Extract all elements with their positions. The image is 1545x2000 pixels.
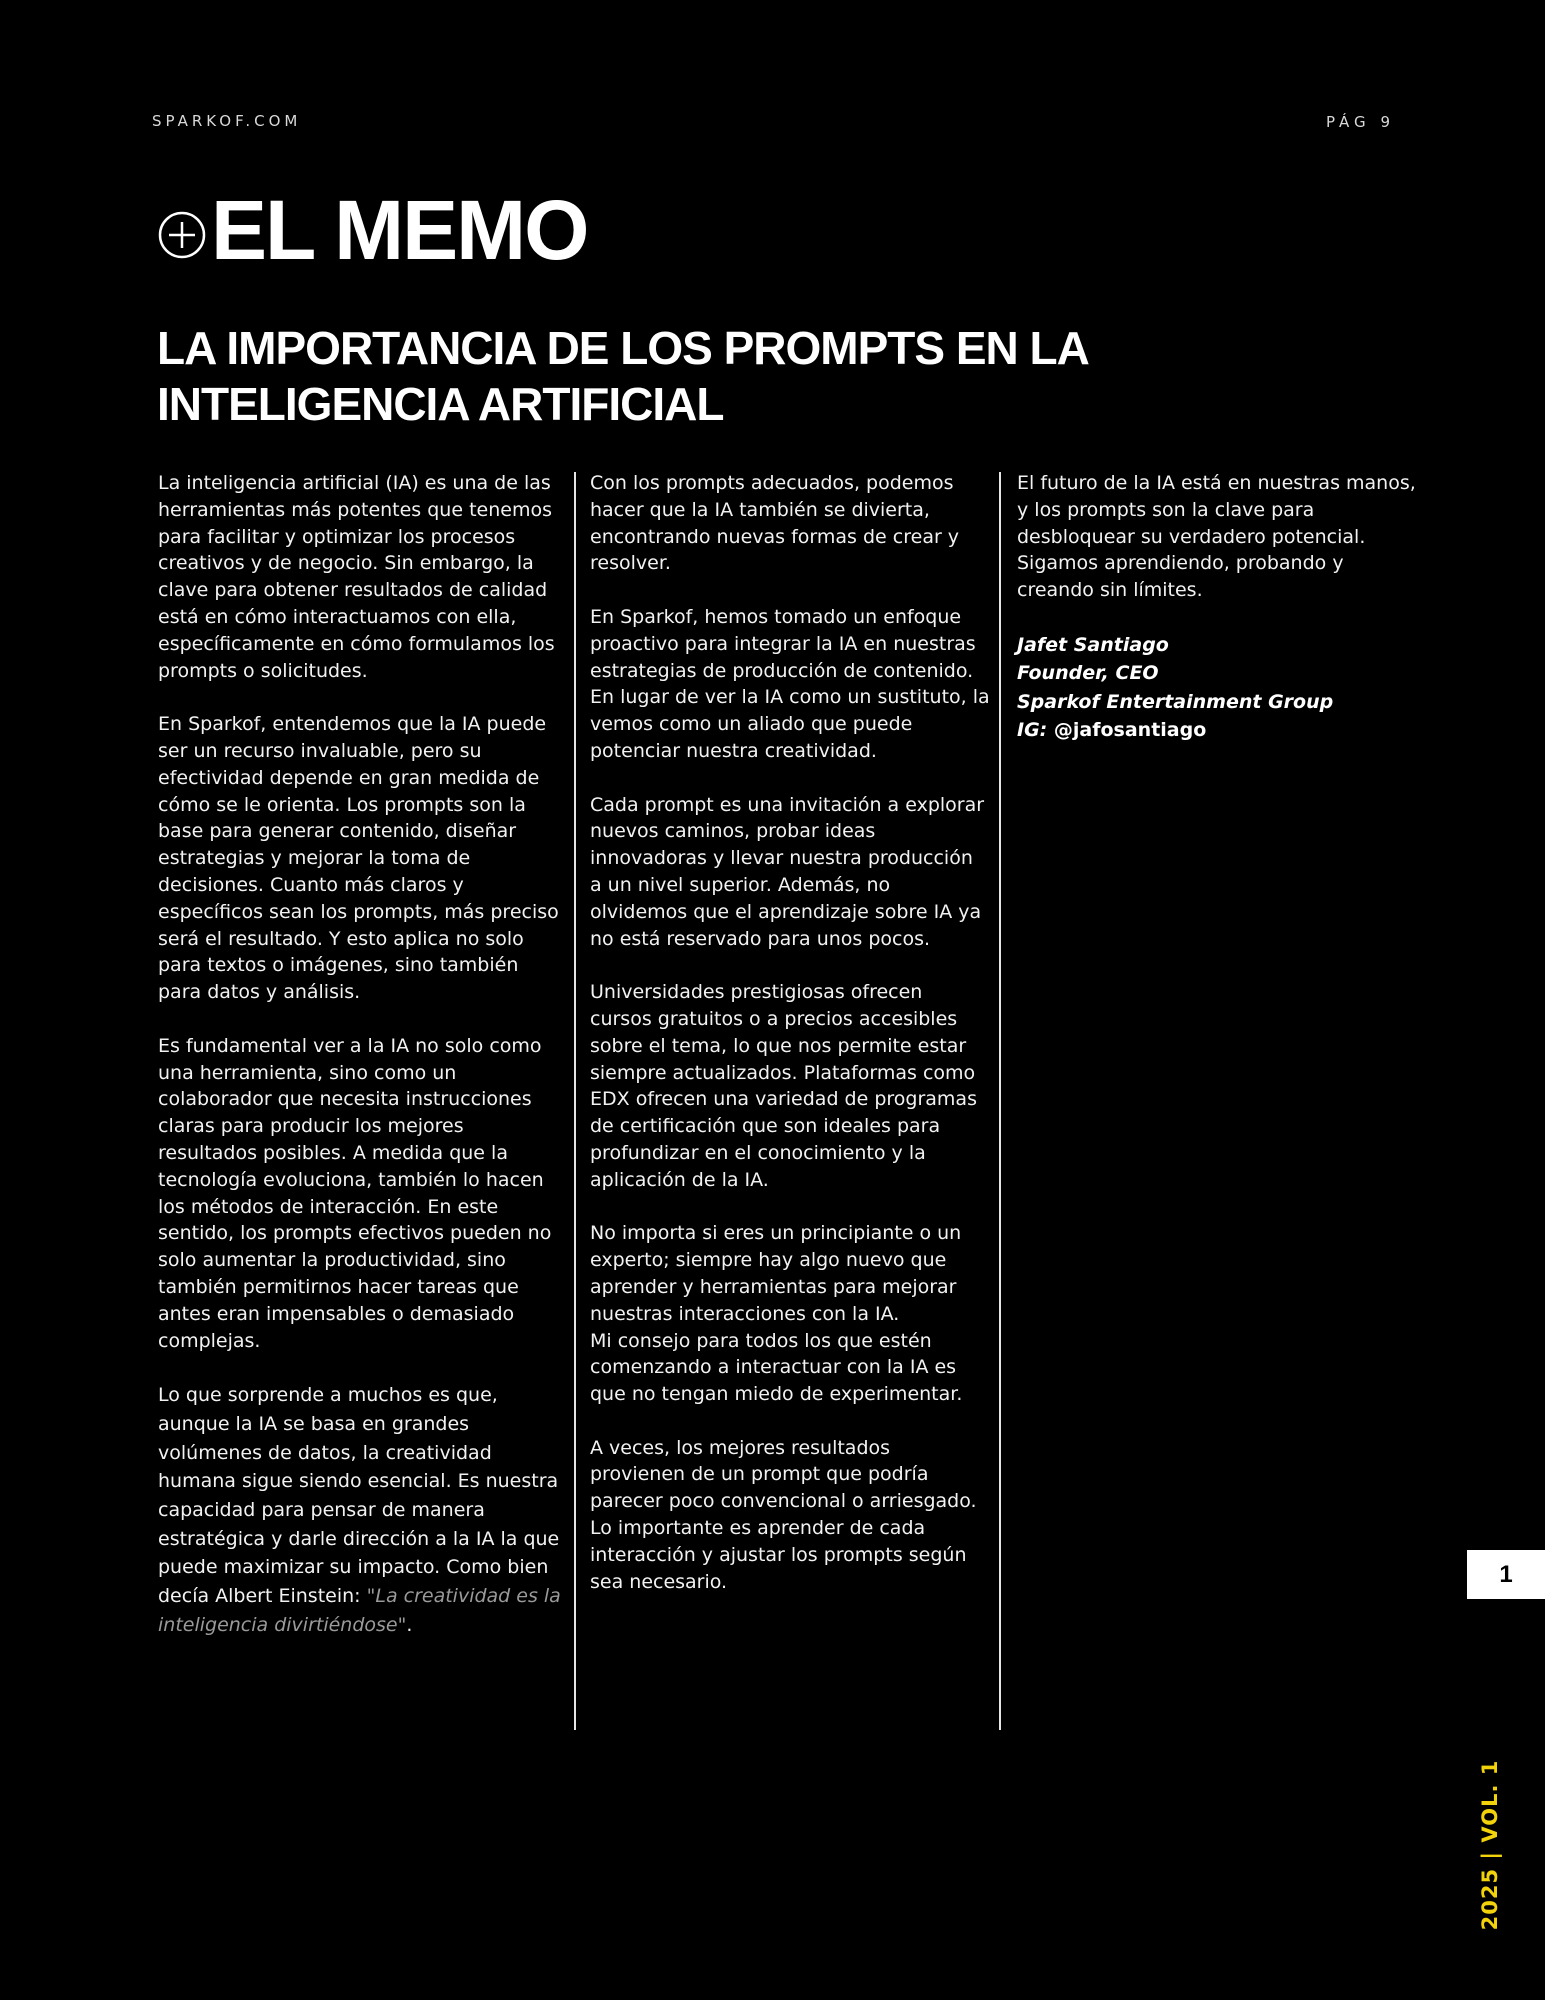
paragraph-text: Lo que sorprende a muchos es que, aunque la IA se basa en grandes volúmenes de datos, la creatividad humana sigue siendo esencial. Es nuestra capacidad para pensar de manera estratégica y darle dirección a la IA la que puede maximizar su impacto. Como bien decía Albert Einstein: bbox=[158, 1384, 560, 1608]
section-title: EL MEMO bbox=[211, 183, 588, 277]
author-role: Founder, CEO bbox=[1017, 662, 1159, 685]
author-name: Jafet Santiago bbox=[1017, 633, 1169, 656]
page-number: PÁG 9 bbox=[1325, 113, 1395, 131]
paragraph-end: . bbox=[406, 1613, 413, 1636]
section-header bbox=[157, 183, 588, 277]
paragraph: El futuro de la IA está en nuestras manos, y los prompts son la clave para desbloquear su verdadero potencial. Sigamos aprendiendo, probando y creando sin límites. bbox=[1017, 472, 1416, 602]
article-column-2 bbox=[590, 470, 990, 1622]
article-column-1 bbox=[158, 470, 563, 1666]
paragraph: Universidades prestigiosas ofrecen cursos gratuitos o a precios accesibles sobre el tema, lo que nos permite estar siempre actualizados. Plataformas como EDX ofrecen una variedad de programas de certificación que son ideales para profundizar en el conocimiento y la aplicación de la IA. bbox=[590, 981, 977, 1191]
instagram-handle: @jafosantiago bbox=[1053, 719, 1207, 742]
paragraph: La inteligencia artificial (IA) es una de las herramientas más potentes que tenemos para facilitar y optimizar los procesos creativos y de negocio. Sin embargo, la clave para obtener resultados de calidad está en cómo interactuamos con ella, específicamente en cómo formulamos los prompts o solicitudes. bbox=[158, 472, 555, 682]
author-signature bbox=[1017, 631, 1417, 745]
author-instagram bbox=[1017, 716, 1417, 745]
site-url: SPARKOF.COM bbox=[152, 112, 302, 130]
paragraph: En Sparkof, entendemos que la IA puede ser un recurso invaluable, pero su efectividad depende en gran medida de cómo se le orienta. Los prompts son la base para generar contenido, diseñar estrategias y mejorar la toma de decisiones. Cuanto más claros y específicos sean los prompts, más preciso será el resultado. Y esto aplica no solo para textos o imágenes, sino también para datos y análisis. bbox=[158, 713, 559, 1004]
einstein-quote: "La creatividad es la inteligencia divirtiéndose" bbox=[158, 1585, 561, 1636]
article-column-3 bbox=[1017, 470, 1417, 745]
article-headline bbox=[157, 320, 1157, 432]
paragraph: A veces, los mejores resultados provienen de un prompt que podría parecer poco convencional o arriesgado. Lo importante es aprender de cada interacción y ajustar los prompts según sea necesario. bbox=[590, 1436, 977, 1593]
headline-text: LA IMPORTANCIA DE LOS PROMPTS EN LA INTELIGENCIA ARTIFICIAL bbox=[157, 322, 1089, 430]
paragraph: En Sparkof, hemos tomado un enfoque proactivo para integrar la IA en nuestras estrategias de producción de contenido. En lugar de ver la IA como un sustituto, la vemos como un aliado que puede potenciar nuestra creatividad. bbox=[590, 605, 990, 762]
paragraph: Cada prompt es una invitación a explorar nuevos caminos, probar ideas innovadoras y llevar nuestra producción a un nivel superior. Además, no olvidemos que el aprendizaje sobre IA ya no está reservado para unos pocos. bbox=[590, 793, 985, 950]
instagram-label: IG: bbox=[1017, 719, 1048, 742]
page-tab-number: 1 bbox=[1467, 1550, 1545, 1599]
column-divider bbox=[999, 472, 1001, 1730]
volume-label: 2025 | VOL. 1 bbox=[1478, 1759, 1502, 1931]
circle-plus-icon bbox=[157, 210, 207, 260]
column-divider bbox=[574, 472, 576, 1730]
paragraph: No importa si eres un principiante o un experto; siempre hay algo nuevo que aprender y herramientas para mejorar nuestras interacciones con la IA. Mi consejo para todos los que estén comenzando a interactuar con la IA es que no tengan miedo de experimentar. bbox=[590, 1222, 963, 1406]
paragraph-with-quote bbox=[158, 1381, 563, 1639]
author-company: Sparkof Entertainment Group bbox=[1017, 690, 1334, 713]
paragraph: Es fundamental ver a la IA no solo como una herramienta, sino como un colaborador que necesita instrucciones claras para producir los mejores resultados posibles. A medida que la tecnología evoluciona, también lo hacen los métodos de interacción. En este sentido, los prompts efectivos pueden no solo aumentar la productividad, sino también permitirnos hacer tareas que antes eran impensables o demasiado complejas. bbox=[158, 1034, 552, 1352]
paragraph: Con los prompts adecuados, podemos hacer que la IA también se divierta, encontrando nuevas formas de crear y resolver. bbox=[590, 472, 960, 575]
